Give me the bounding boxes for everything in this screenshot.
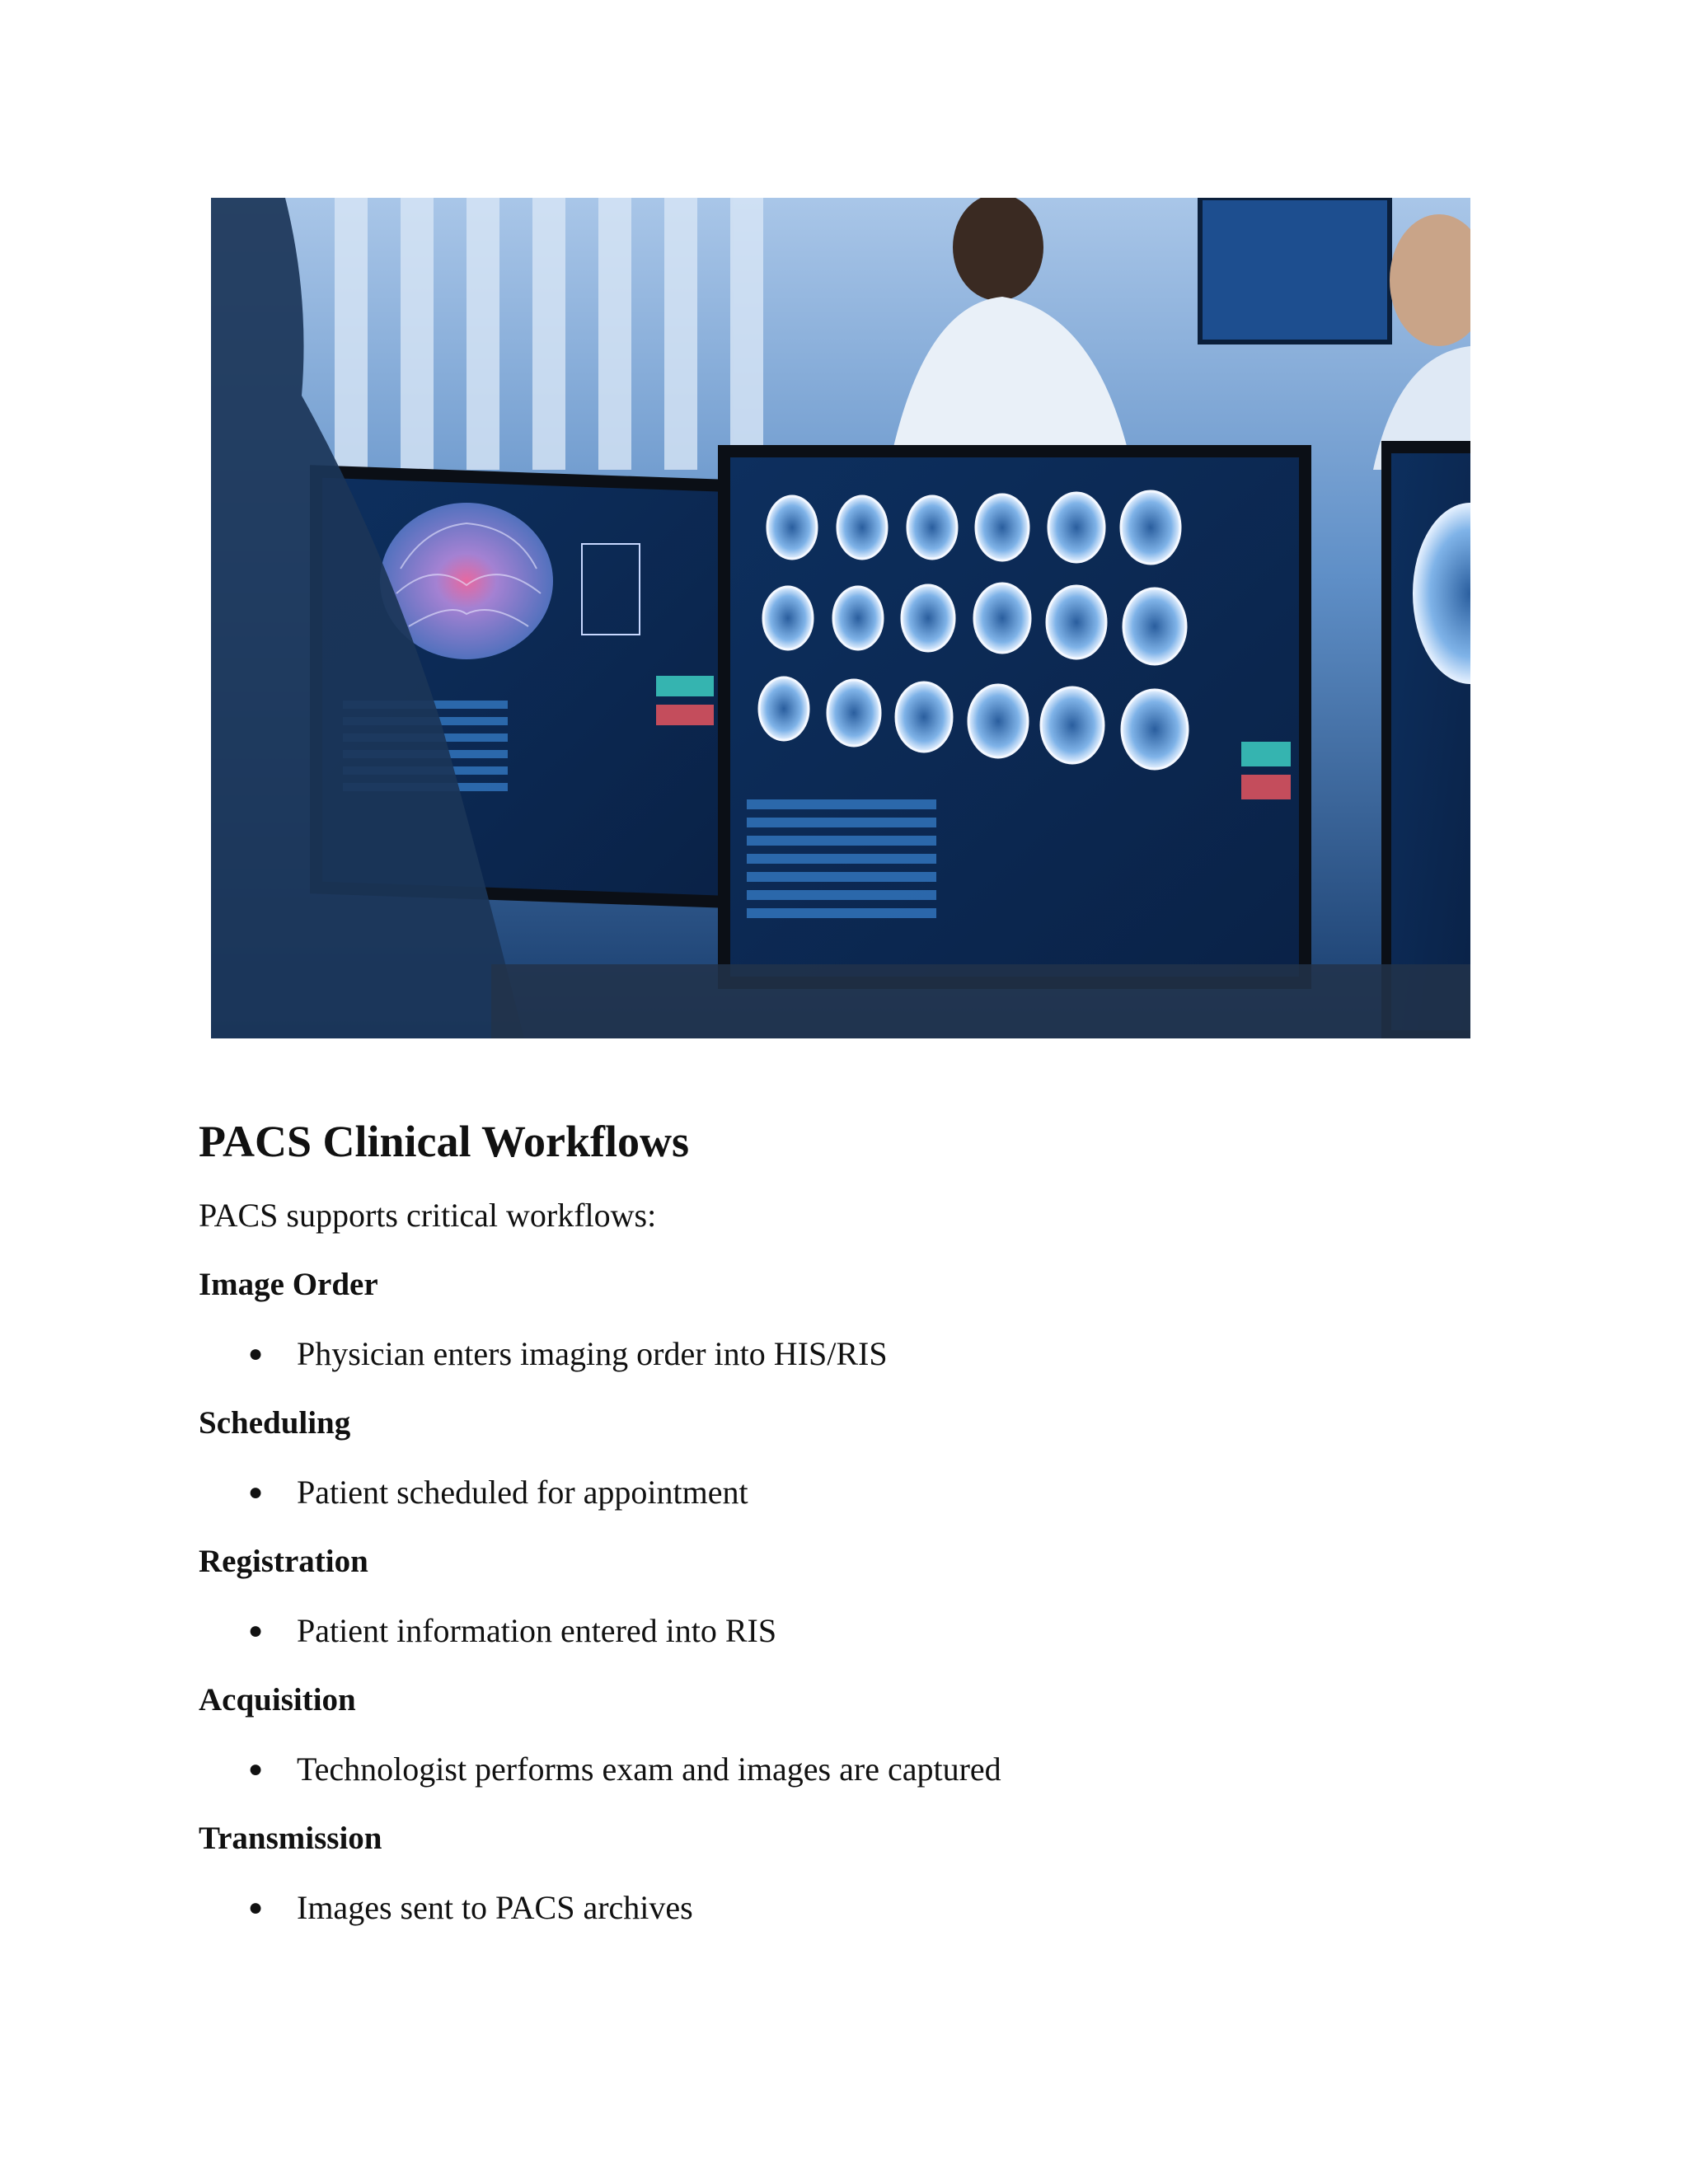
bullet-icon: ● [248, 1340, 264, 1367]
list-item [199, 1470, 1484, 1515]
list-item [199, 1332, 1484, 1376]
list-item-text: Images sent to PACS archives [297, 1889, 693, 1926]
section-heading-transmission: Transmission [199, 1821, 382, 1856]
section-heading-acquisition: Acquisition [199, 1682, 356, 1718]
list-item-text: Patient scheduled for appointment [297, 1474, 748, 1511]
document-body [199, 1113, 1484, 1930]
bullet-icon: ● [248, 1617, 264, 1644]
bullet-icon: ● [248, 1755, 264, 1783]
section-heading-scheduling: Scheduling [199, 1405, 351, 1441]
list-item [199, 1886, 1484, 1930]
list-item [199, 1747, 1484, 1792]
photo-illustration [211, 198, 1470, 1038]
list-item-text: Technologist performs exam and images are captured [297, 1750, 1001, 1788]
page-title: PACS Clinical Workflows [199, 1117, 690, 1166]
bullet-icon: ● [248, 1479, 264, 1506]
section-heading-image-order: Image Order [199, 1267, 378, 1302]
list-item-text: Physician enters imaging order into HIS/RIS [297, 1335, 888, 1372]
list-item-text: Patient information entered into RIS [297, 1612, 777, 1649]
bullet-icon: ● [248, 1894, 264, 1921]
intro-paragraph: PACS supports critical workflows: [199, 1197, 657, 1234]
list-item [199, 1609, 1484, 1653]
medical-imaging-photo [211, 198, 1470, 1038]
section-heading-registration: Registration [199, 1544, 368, 1579]
